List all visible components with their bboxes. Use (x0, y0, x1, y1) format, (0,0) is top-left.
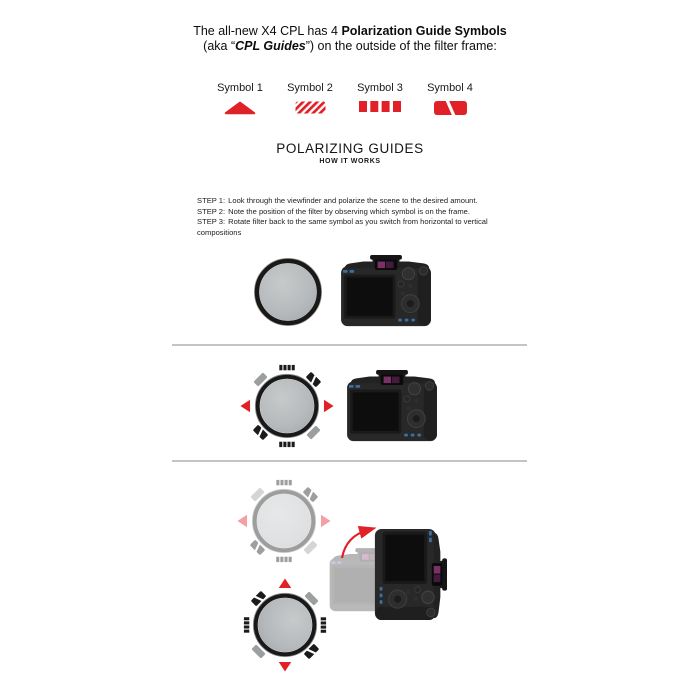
legend-symbol-3 (345, 82, 415, 115)
slash-icon (434, 101, 467, 115)
symbol-label: Symbol 2 (287, 82, 333, 94)
title-line-1 (0, 24, 700, 39)
divider-line (172, 344, 527, 346)
step-label: STEP 2: (197, 206, 226, 216)
section-subtitle: HOW IT WORKS (319, 158, 381, 165)
camera-back-icon (345, 370, 439, 443)
symbol-label: Symbol 1 (217, 82, 263, 94)
title-line-2 (0, 39, 700, 54)
title-bold-text: Polarization Guide Symbols (341, 24, 507, 38)
step-item-2 (197, 207, 527, 218)
title-text: The all-new X4 CPL has 4 (193, 24, 342, 38)
cpl-filter-icon (248, 252, 328, 332)
step-item-3 (197, 217, 527, 238)
page-title (0, 24, 700, 54)
steps-list (197, 196, 527, 238)
diagonal-stripes-icon (295, 101, 326, 114)
filter-dial-faded-icon (236, 473, 332, 569)
four-squares-icon (359, 101, 401, 112)
rotation-arrow-icon (336, 522, 380, 562)
legend-symbol-4 (415, 82, 485, 115)
triangle-icon (224, 101, 256, 115)
step-label: STEP 1: (197, 196, 226, 205)
filter-dial-rotated-icon (237, 577, 333, 673)
section-title: POLARIZING GUIDES (276, 141, 424, 156)
step-label: STEP 3: (197, 217, 226, 227)
legend-symbol-1 (205, 82, 275, 115)
title-italic-text: CPL Guides (235, 39, 306, 53)
step-text: Rotate filter back to the same symbol as you switch from horizontal to vertical compositions (197, 217, 488, 237)
camera-back-vertical-icon (373, 527, 447, 622)
title-text: (aka “ (203, 39, 236, 53)
step-text: Look through the viewfinder and polarize the scene to the desired amount. (228, 196, 478, 205)
symbol-label: Symbol 3 (357, 82, 403, 94)
step-text: Note the position of the filter by observing which symbol is on the frame. (228, 206, 470, 216)
camera-back-icon (339, 255, 433, 328)
step-item-1 (197, 196, 527, 207)
filter-dial-icon (239, 358, 335, 454)
legend-symbol-2 (275, 82, 345, 115)
symbol-legend (205, 82, 485, 115)
title-text: ”) on the outside of the filter frame: (305, 39, 497, 53)
symbol-label: Symbol 4 (427, 82, 473, 94)
divider-line (172, 460, 527, 462)
